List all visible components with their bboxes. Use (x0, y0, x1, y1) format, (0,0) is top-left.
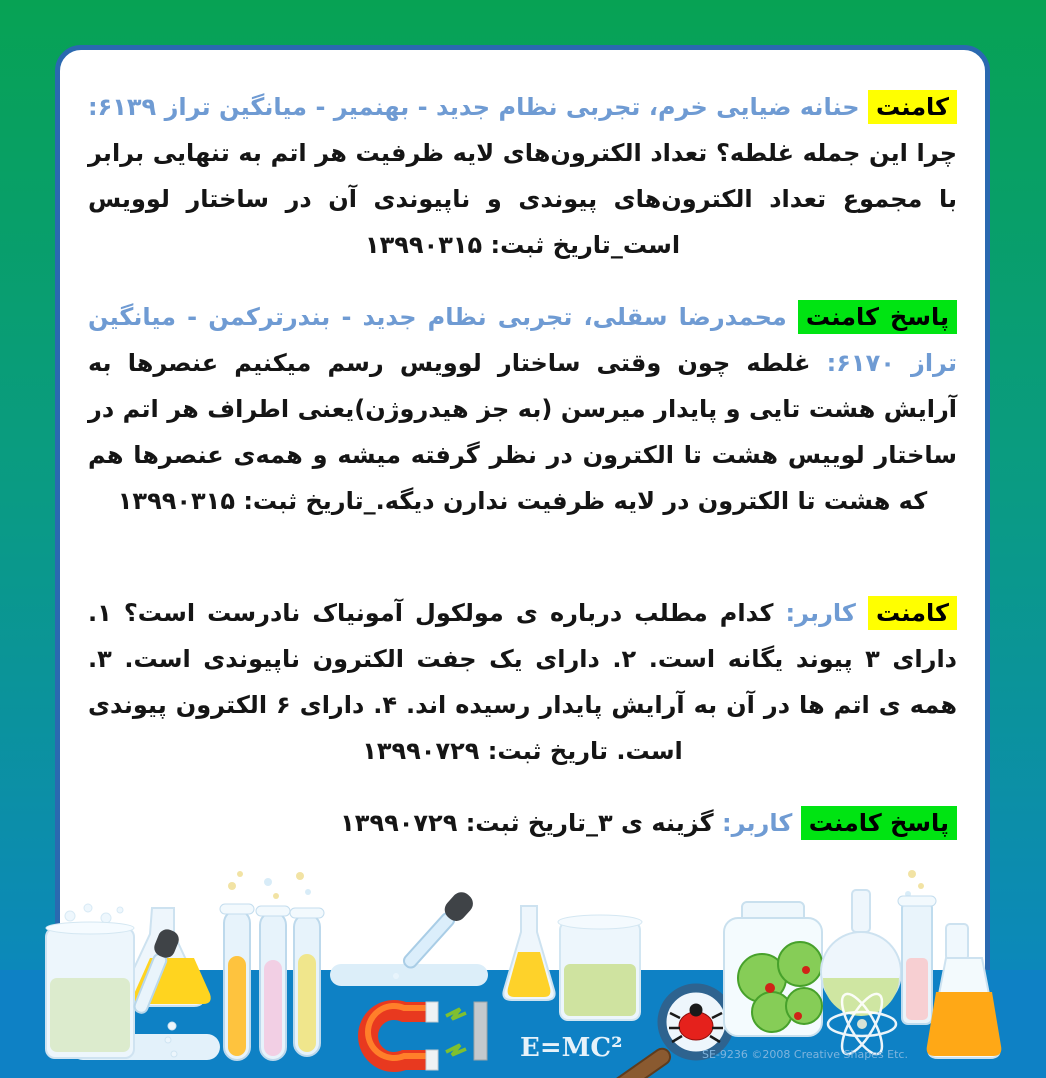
round-flask-icon (821, 890, 901, 1016)
comment-author: حنانه ضیایی خرم، تجربی نظام جدید - بهنمیر - میانگین تراز ۶۱۳۹: (88, 93, 860, 121)
comment-author: محمدرضا سقلی، تجربی نظام جدید - بندرترکمن - میانگین تراز ۶۱۷۰: (88, 303, 958, 377)
credit-text: SE-9236 ©2008 Creative Shapes Etc. (702, 1048, 908, 1061)
comment-block-4 (88, 800, 957, 846)
comment-block-3 (88, 590, 957, 774)
comment-body: غلطه چون وقتی ساختار لوویس رسم میکنیم عنصرها به آرایش هشت تایی و پایدار میرسن (به جز هیدروژن)یعنی اطراف هر اتم در ساختار لوییس هشت تا الکترون در نظر گرفته میشه و همه‌ی عنصرها هم که هشت تا الکترون در لایه ظرفیت ندارن دیگه._تاریخ ثبت: ۱۳۹۹۰۳۱۵ (88, 349, 957, 515)
reply-label: پاسخ کامنت (801, 806, 957, 840)
specimen-jar-icon (724, 902, 822, 1036)
comment-body: کدام مطلب درباره ی مولکول آمونیاک نادرست است؟ ۱. دارای ۳ پیوند یگانه است. ۲. دارای یک جفت الکترون ناپیوندی است. ۳. همه ی اتم ها در آن به آرایش پایدار رسیده اند. ۴. دارای ۶ الکترون پیوندی است. تاریخ ثبت: ۱۳۹۹۰۷۲۹ (88, 599, 957, 765)
comment-author: کاربر: (785, 599, 856, 627)
beaker-right-icon (558, 915, 642, 1020)
flask-yellow-middle-icon (503, 906, 554, 1000)
comment-author: کاربر: (722, 809, 793, 837)
comment-label: کامنت (868, 90, 957, 124)
chemistry-lab-illustration (0, 866, 1046, 1078)
test-tubes-icon (220, 871, 324, 1060)
comment-block-1 (88, 84, 957, 268)
cylinder-icon (898, 870, 936, 1024)
comment-block-2 (88, 294, 957, 524)
beaker-left-icon (46, 904, 134, 1058)
comment-body: گزینه ی ۳_تاریخ ثبت: ۱۳۹۹۰۷۲۹ (340, 809, 714, 837)
metal-bar-icon (474, 1002, 487, 1060)
reply-label: پاسخ کامنت (798, 300, 957, 334)
comment-body: چرا این جمله غلطه؟ تعداد الکترون‌های لایه ظرفیت هر اتم به تنهایی برابر با مجموع تعداد الکترون‌های پیوندی و ناپیوندی آن در ساختار لوویس است_تاریخ ثبت: ۱۳۹۹۰۳۱۵ (88, 139, 957, 259)
comment-label: کامنت (868, 596, 957, 630)
emc2-formula: E=MC² (520, 1033, 623, 1063)
